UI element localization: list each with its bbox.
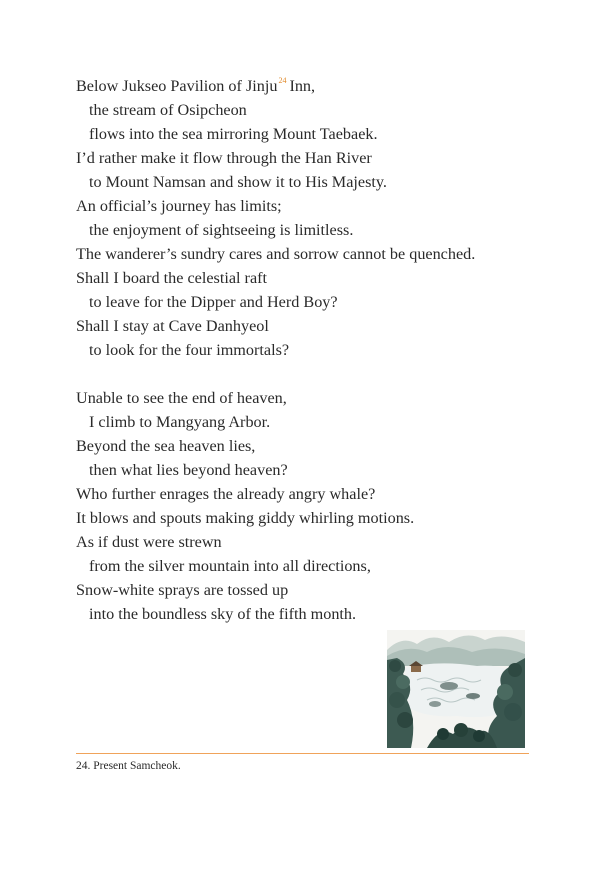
poem-line: to Mount Namsan and show it to His Majesty.	[89, 173, 387, 191]
poem-line: It blows and spouts making giddy whirling motions.	[76, 509, 415, 527]
poem-line: An official’s journey has limits;	[76, 197, 282, 215]
footnote-reference[interactable]: 24	[278, 76, 287, 85]
poem-line: I climb to Mangyang Arbor.	[89, 413, 271, 431]
poem-line: to leave for the Dipper and Herd Boy?	[89, 293, 338, 311]
footnote: 24. Present Samcheok.	[76, 760, 181, 772]
poem-body	[76, 74, 546, 626]
poem-line: from the silver mountain into all directions,	[89, 557, 371, 575]
poem-line: Who further enrages the already angry whale?	[76, 485, 376, 503]
footnote-divider	[76, 753, 529, 754]
poem-line: I’d rather make it flow through the Han River	[76, 149, 372, 167]
poem-line: the stream of Osipcheon	[89, 101, 247, 119]
poem-line: into the boundless sky of the fifth month.	[89, 605, 357, 623]
poem-line: Shall I stay at Cave Danhyeol	[76, 317, 269, 335]
poem-line-text: Inn,	[289, 77, 316, 95]
poem-line: then what lies beyond heaven?	[89, 461, 288, 479]
poem-line: Shall I board the celestial raft	[76, 269, 268, 287]
stanza-break	[76, 362, 546, 386]
poem-line-text: Below Jukseo Pavilion of Jinju	[76, 77, 278, 95]
poem-line: the enjoyment of sightseeing is limitless.	[89, 221, 354, 239]
poem-line: to look for the four immortals?	[89, 341, 290, 359]
poem-line: Snow-white sprays are tossed up	[76, 581, 289, 599]
poem-line: Beyond the sea heaven lies,	[76, 437, 256, 455]
poem-line: flows into the sea mirroring Mount Taebaek.	[89, 125, 378, 143]
landscape-painting	[387, 630, 525, 748]
poem-line	[76, 74, 546, 98]
poem-line: Unable to see the end of heaven,	[76, 389, 287, 407]
poem-line: As if dust were strewn	[76, 533, 222, 551]
poem-line: The wanderer’s sundry cares and sorrow cannot be quenched.	[76, 245, 476, 263]
